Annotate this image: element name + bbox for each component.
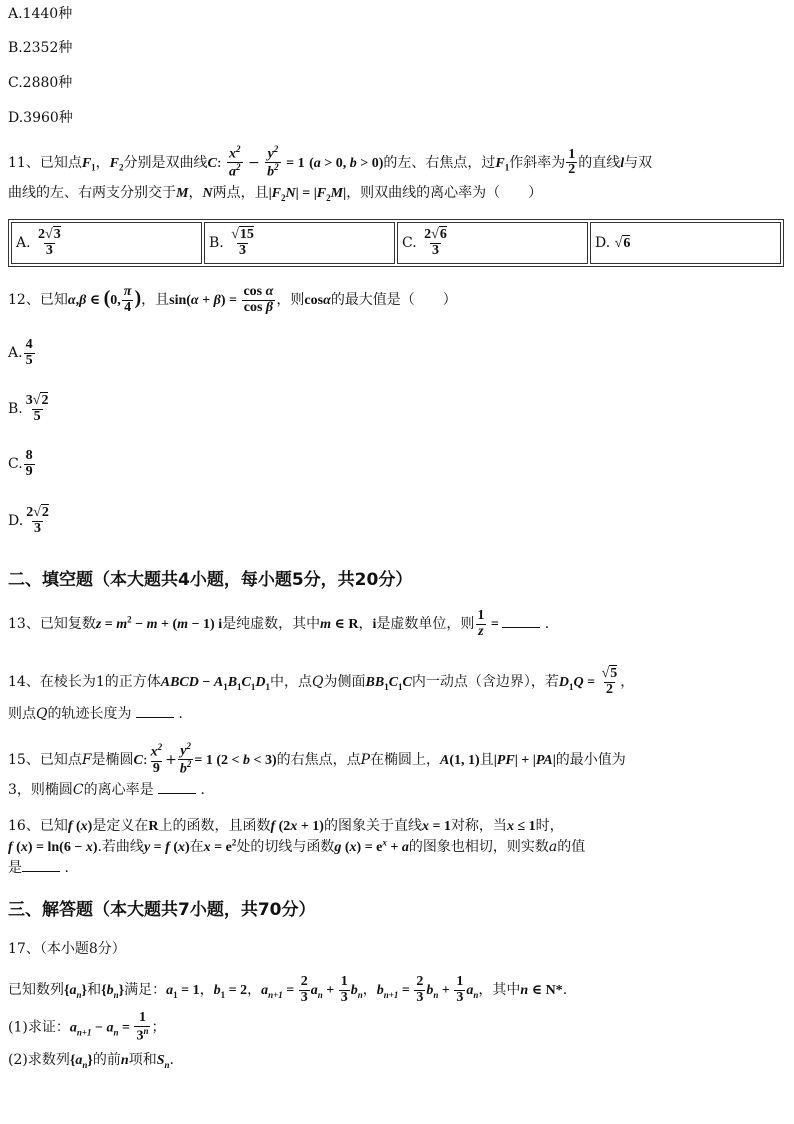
q11-option-b: B. $\frac{√15}{3}$ bbox=[204, 222, 395, 264]
q16-blank[interactable] bbox=[22, 859, 60, 872]
q15-blank[interactable] bbox=[158, 781, 196, 794]
q17-header: 17、（本小题8分） bbox=[8, 941, 126, 957]
q12-stem: 12、已知α,β ∈ (0, $\frac{\pi}{4}$ )，且sin(α + β) = $\frac{\text{cos α}}{\text{cos β}}$ ，则cosα的最大值是（ ） bbox=[8, 284, 457, 315]
q12-option-a: A. $\frac{4}{5}$ bbox=[8, 337, 33, 368]
q11-option-c: C. $\frac{2√6}{3}$ bbox=[397, 222, 588, 264]
section2-title: 二、填空题（本大题共4小题，每小题5分，共20分） bbox=[8, 570, 413, 590]
q13-blank[interactable] bbox=[502, 615, 540, 628]
q12-option-d: D. $\frac{2√2}{3}$ bbox=[8, 505, 49, 536]
q14-line1: 14、在棱长为1的正方体ABCD − $A_1B_1C_1D_1$中，点Q为侧面$BB_1C_1C$内一动点（含边界），若$D_1Q$ = $\frac{√5}{2}$ ， bbox=[8, 666, 635, 697]
q17-stem: 已知数列$\{a_n\}$和$\{b_n\}$满足：$a_1 = 1$，$b_1 = 2$，$a_{n+1}$ = $\frac{2}{3}$ $a_n$ + $\frac{1}{3}$ $b_n$，$b_{n+1}$ = $\frac{2}{3}$ $b_n$ + $\frac{1}{3}$ $a_n$，其中n ∈ N*. bbox=[8, 974, 568, 1005]
q14-blank[interactable] bbox=[136, 705, 174, 718]
q11-line1: 11、已知点$F_1$，$F_2$分别是双曲线C: $\frac{x^2}{a^2}$ − $\frac{y^2}{b^2}$ = 1 (a > 0, b > 0)的左、右焦点，过$F_1$作斜率为 $\frac{1}{2}$ 的直线l与双 bbox=[8, 144, 653, 180]
q11-option-a: A. $\frac{2√3}{3}$ bbox=[11, 222, 202, 264]
q14-line2: 则点Q的轨迹长度为 . bbox=[8, 706, 183, 722]
q17-part2: (2)求数列$\{a_n\}$的前n项和$S_n$. bbox=[8, 1052, 174, 1070]
q10-option-b: B.2352种 bbox=[8, 40, 73, 56]
q15-line1: 15、已知点F是椭圆C: $\frac{x^2}{9}$ + $\frac{y^2}{b^2}$ = 1 (2 < b < 3)的右焦点，点P在椭圆上，A(1, 1)且|PF| + |PA|的最小值为 bbox=[8, 741, 626, 777]
q11-line2: 曲线的左、右两支分别交于M，N两点，且$|F_2N| = |F_2M|$，则双曲线的离心率为（ ） bbox=[8, 185, 543, 203]
q10-option-c: C.2880种 bbox=[8, 75, 73, 91]
q16-line1: 16、已知f (x)是定义在R上的函数，且函数f (2x + 1)的图象关于直线x = 1对称，当x ≤ 1时， bbox=[8, 818, 564, 834]
q11-options-table bbox=[8, 219, 784, 267]
q17-part1: (1)求证：$a_{n+1} - a_n$ = $\frac{1}{3^n}$ ； bbox=[8, 1010, 166, 1044]
q11-option-d: D. √6 bbox=[590, 222, 781, 264]
q12-option-c: C. $\frac{8}{9}$ bbox=[8, 448, 33, 479]
q16-line2: f (x) = ln(6 − x).若曲线y = f (x)在$x = e^2$处的切线与函数g $(x) = e^x + a$的图象也相切，则实数a的值 bbox=[8, 837, 586, 855]
q13-stem: 13、已知复数$z = m^2 - m + (m - 1)$ i是纯虚数，其中m ∈ R，i是虚数单位，则 $\frac{1}{z}$ = . bbox=[8, 608, 550, 639]
q10-option-a: A.1440种 bbox=[8, 6, 73, 22]
q12-option-b: B. $\frac{3√2}{5}$ bbox=[8, 393, 49, 424]
q10-option-d: D.3960种 bbox=[8, 110, 73, 126]
section3-title: 三、解答题（本大题共7小题，共70分） bbox=[8, 900, 316, 920]
q16-line3: 是 . bbox=[8, 860, 69, 876]
q15-line2: 3，则椭圆C的离心率是 . bbox=[8, 782, 205, 798]
